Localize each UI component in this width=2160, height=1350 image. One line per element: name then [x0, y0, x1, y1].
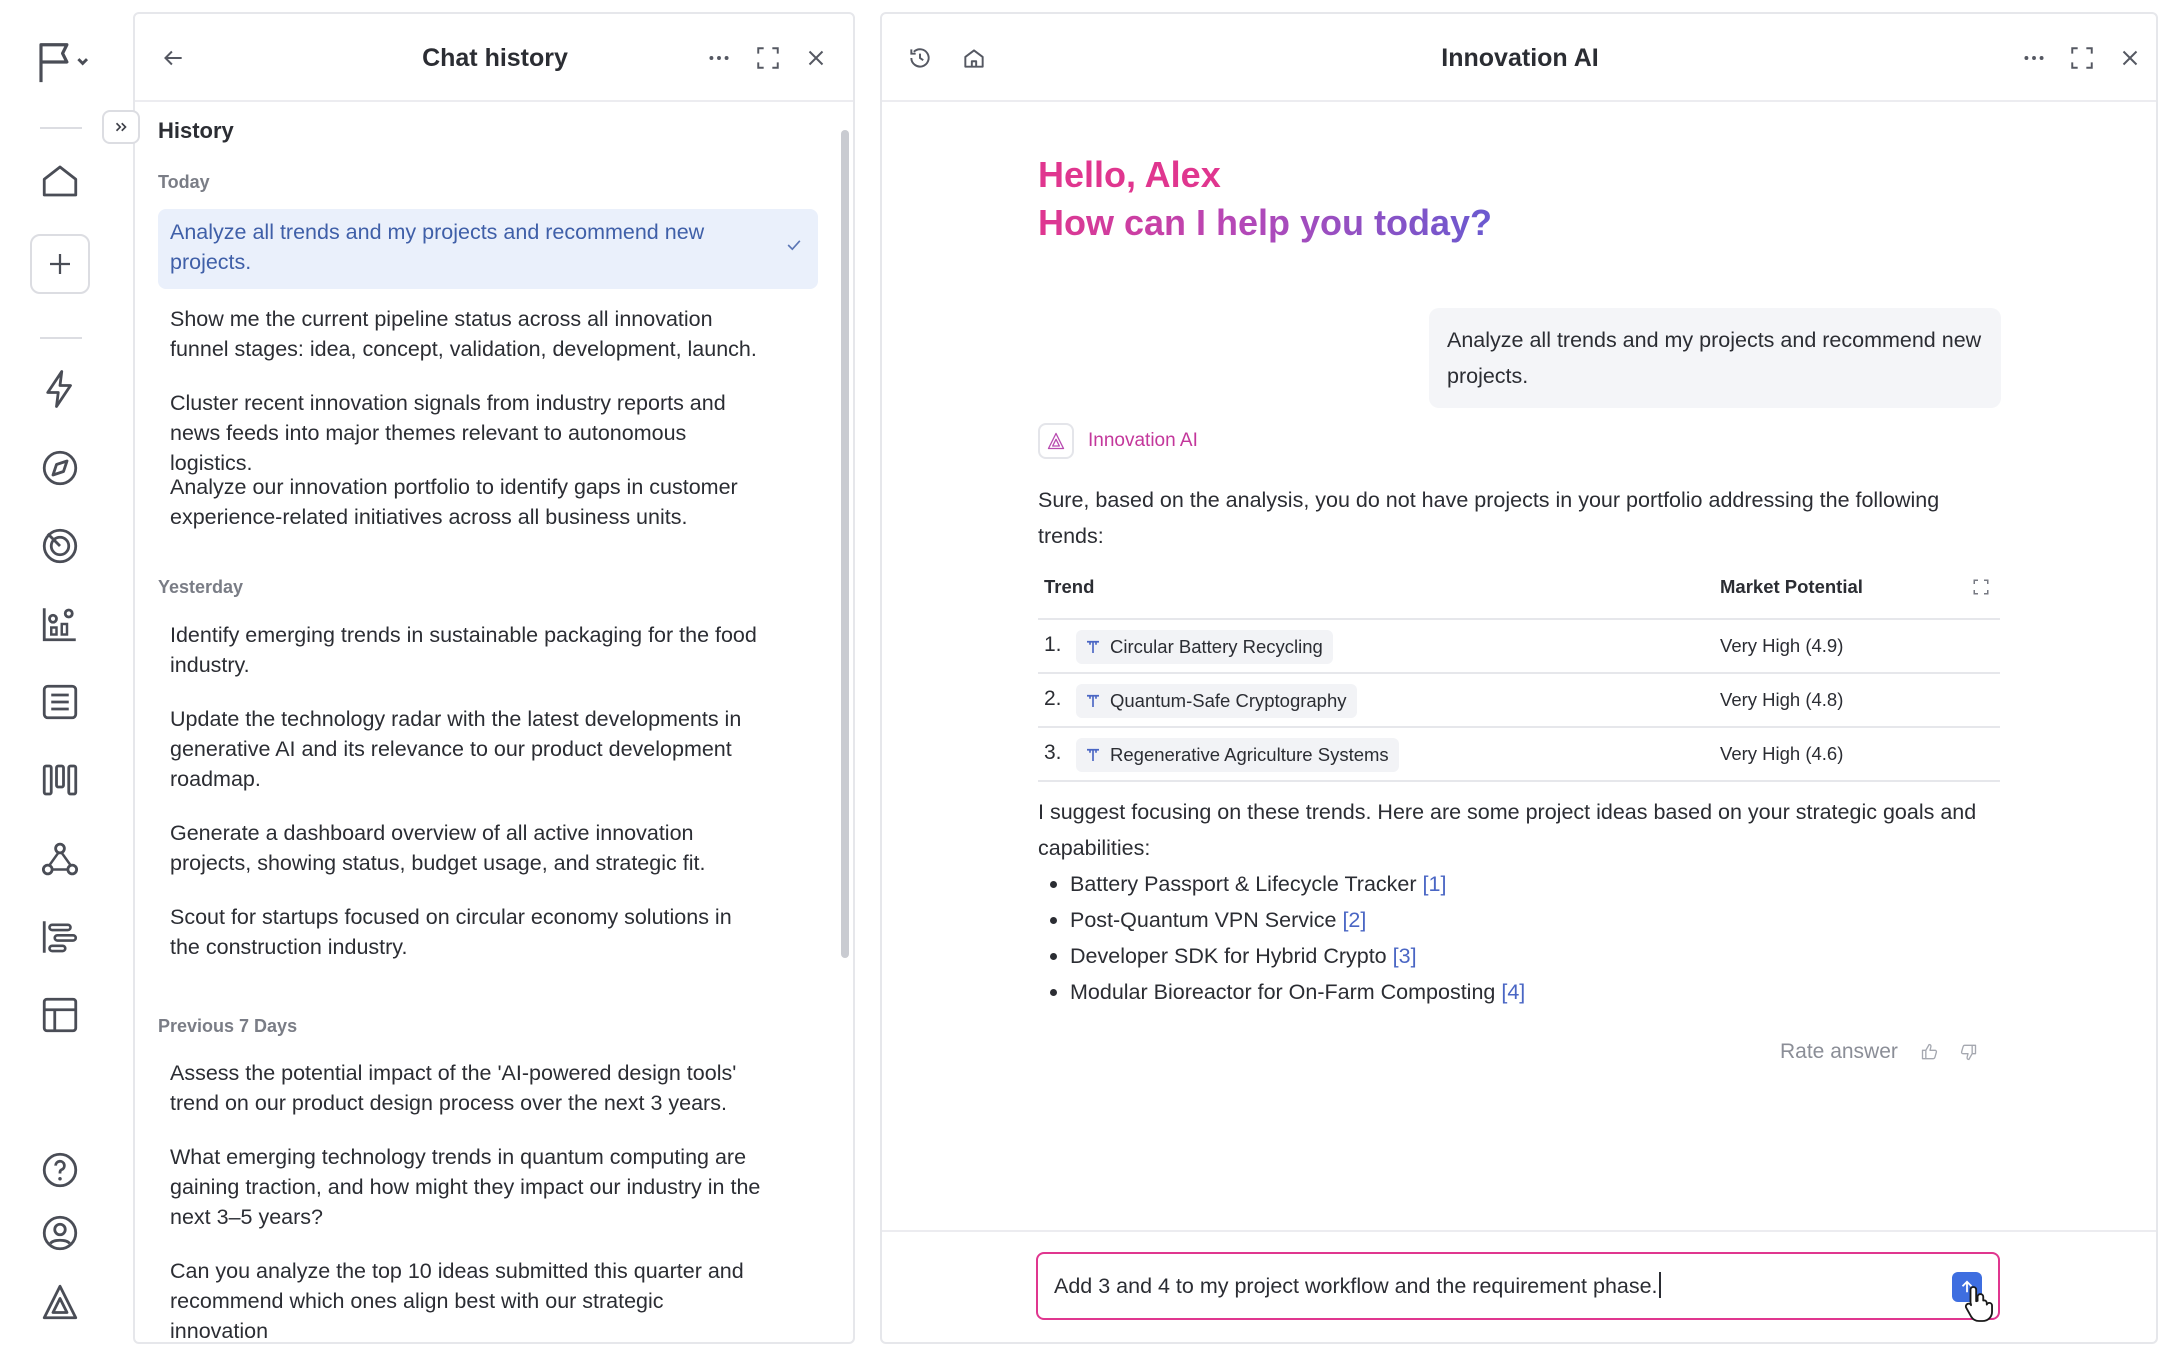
user-message-bubble: Analyze all trends and my projects and recommend new projects.	[1429, 308, 2001, 408]
explore-nav[interactable]	[28, 436, 92, 500]
history-button[interactable]	[898, 36, 942, 80]
trend-name: Quantum-Safe Cryptography	[1110, 690, 1347, 711]
arrow-left-icon	[160, 45, 186, 71]
response-suggestion: I suggest focusing on these trends. Here are some project ideas based on your strategic goals and capabilities:	[1038, 800, 1977, 860]
table-row	[1038, 674, 2000, 728]
help-icon	[39, 1149, 81, 1191]
network-icon	[39, 838, 81, 880]
chat-history-panel	[133, 12, 855, 1344]
compass-icon	[39, 447, 81, 489]
flag-icon	[35, 39, 93, 85]
history-section-title: History	[158, 118, 234, 143]
history-item[interactable]: Generate a dashboard overview of all active innovation projects, showing status, budget usage, and strategic fit.	[170, 821, 706, 875]
idea-text: Modular Bioreactor for On-Farm Composting	[1070, 980, 1496, 1004]
ai-panel-header	[882, 14, 2156, 102]
assistant-logo-icon	[1038, 423, 1074, 459]
timeline-nav[interactable]	[28, 905, 92, 969]
columns-icon	[39, 759, 81, 801]
signals-nav[interactable]	[28, 357, 92, 421]
history-item[interactable]: Scout for startups focused on circular economy solutions in the construction industry.	[170, 905, 732, 959]
list-item	[1038, 938, 1525, 974]
trend-name: Circular Battery Recycling	[1110, 636, 1323, 657]
group-label-today: Today	[158, 172, 210, 192]
history-item[interactable]: Assess the potential impact of the 'AI-powered design tools' trend on our product design process over the next 3 years.	[170, 1061, 737, 1115]
idea-text: Battery Passport & Lifecycle Tracker	[1070, 872, 1417, 896]
group-label-previous-7-days: Previous 7 Days	[158, 1016, 298, 1036]
icon-rail	[0, 0, 120, 1350]
close-icon	[2117, 45, 2143, 71]
rate-answer-label: Rate answer	[1780, 1040, 1898, 1063]
idea-text: Post-Quantum VPN Service	[1070, 908, 1337, 932]
brand-logo	[28, 1270, 92, 1334]
history-item[interactable]: Show me the current pipeline status across all innovation funnel stages: idea, concept, validation, development, launch.	[170, 307, 757, 361]
home-icon	[961, 45, 987, 71]
history-item-text: Analyze all trends and my projects and recommend new projects.	[170, 220, 705, 274]
timeline-icon	[39, 916, 81, 958]
back-button[interactable]	[151, 36, 195, 80]
list-item	[1038, 902, 1525, 938]
expand-button[interactable]	[746, 36, 790, 80]
thumbs-down-icon[interactable]	[1958, 1042, 1978, 1062]
layout-icon	[39, 994, 81, 1036]
more-icon	[2021, 45, 2047, 71]
market-potential-value: Very High (4.8)	[1720, 689, 1844, 710]
group-label-yesterday: Yesterday	[158, 577, 244, 597]
analytics-nav[interactable]	[28, 592, 92, 656]
market-potential-value: Very High (4.6)	[1720, 743, 1844, 764]
history-item[interactable]: Identify emerging trends in sustainable packaging for the food industry.	[170, 623, 757, 677]
row-number: 1.	[1044, 633, 1062, 656]
close-button[interactable]	[794, 36, 838, 80]
reference-link[interactable]: [2]	[1342, 908, 1367, 932]
flag-menu-button[interactable]	[24, 30, 104, 94]
plus-icon	[45, 249, 75, 279]
project-ideas-list	[1038, 866, 1525, 1010]
message-input-text[interactable]: Add 3 and 4 to my project workflow and the requirement phase.	[1054, 1272, 1661, 1299]
column-header-trend: Trend	[1044, 576, 1095, 597]
assistant-tag	[1038, 423, 1198, 459]
idea-text: Developer SDK for Hybrid Crypto	[1070, 944, 1387, 968]
list-icon	[39, 681, 81, 723]
chart-icon	[39, 603, 81, 645]
expand-icon	[755, 45, 781, 71]
history-scrollbar[interactable]	[841, 130, 849, 958]
table-row	[1038, 728, 2000, 782]
profile-nav[interactable]	[28, 1201, 92, 1265]
home-button[interactable]	[952, 36, 996, 80]
history-item[interactable]: Update the technology radar with the latest developments in generative AI and its relevance to our product development roadmap.	[170, 707, 742, 791]
row-number: 2.	[1044, 687, 1062, 710]
user-icon	[39, 1212, 81, 1254]
collapse-sidebar-button[interactable]	[102, 110, 140, 144]
list-item	[1038, 866, 1525, 902]
home-nav[interactable]	[28, 149, 92, 213]
history-item[interactable]: Cluster recent innovation signals from industry reports and news feeds into major themes relevant to autonomous logistics.	[170, 391, 726, 475]
innovation-ai-panel	[880, 12, 2158, 1344]
close-icon	[803, 45, 829, 71]
reference-link[interactable]: [1]	[1422, 872, 1447, 896]
thumbs-up-icon[interactable]	[1920, 1042, 1940, 1062]
trend-icon	[1084, 746, 1102, 764]
history-item[interactable]: Can you analyze the top 10 ideas submitted this quarter and recommend which ones align best with our strategic innovation	[170, 1259, 744, 1343]
history-clock-icon	[907, 45, 933, 71]
assistant-name: Innovation AI	[1088, 430, 1198, 451]
column-header-market-potential: Market Potential	[1720, 576, 1863, 597]
add-button[interactable]	[30, 234, 90, 294]
home-icon	[39, 160, 81, 202]
trend-icon	[1084, 692, 1102, 710]
table-expand-button[interactable]	[1972, 578, 1990, 596]
greeting-name: Hello, Alex	[1038, 154, 1221, 195]
close-button[interactable]	[2108, 36, 2152, 80]
list-item	[1038, 974, 1525, 1010]
lightning-icon	[39, 368, 81, 410]
help-nav[interactable]	[28, 1138, 92, 1202]
table-row	[1038, 620, 2000, 674]
message-input[interactable]	[1036, 1252, 2000, 1320]
market-potential-value: Very High (4.9)	[1720, 635, 1844, 656]
chat-history-header	[135, 14, 853, 102]
layout-nav[interactable]	[28, 983, 92, 1047]
more-icon	[706, 45, 732, 71]
trend-icon	[1084, 638, 1102, 656]
trend-chip[interactable]	[1076, 630, 1333, 664]
response-intro: Sure, based on the analysis, you do not have projects in your portfolio addressing the following trends:	[1038, 488, 1940, 548]
radar-nav[interactable]	[28, 514, 92, 578]
double-chevron-right-icon	[112, 118, 130, 136]
ai-panel-title: Innovation AI	[1441, 44, 1599, 72]
more-button[interactable]	[2012, 36, 2056, 80]
trends-table	[1038, 566, 2000, 782]
greeting-question: How can I help you today?	[1038, 202, 1493, 243]
trend-name: Regenerative Agriculture Systems	[1110, 744, 1389, 765]
history-item[interactable]: What emerging technology trends in quantum computing are gaining traction, and how might they impact our industry in the next 3–5 years?	[170, 1145, 761, 1229]
reference-link[interactable]: [4]	[1501, 980, 1526, 1004]
table-header	[1038, 566, 2000, 620]
expand-icon	[1972, 578, 1990, 596]
chat-history-title: Chat history	[422, 44, 568, 72]
row-number: 3.	[1044, 741, 1062, 764]
expand-icon	[2069, 45, 2095, 71]
reference-link[interactable]: [3]	[1392, 944, 1417, 968]
expand-button[interactable]	[2060, 36, 2104, 80]
radar-icon	[39, 525, 81, 567]
list-nav[interactable]	[28, 670, 92, 734]
hand-cursor-icon	[1962, 1284, 1996, 1324]
check-icon	[784, 235, 804, 255]
logo-icon	[39, 1281, 81, 1323]
history-item-active[interactable]	[158, 209, 818, 289]
rate-answer	[1780, 1040, 1978, 1064]
more-button[interactable]	[697, 36, 741, 80]
trend-chip[interactable]	[1076, 684, 1357, 718]
board-nav[interactable]	[28, 748, 92, 812]
trend-chip[interactable]	[1076, 738, 1399, 772]
history-item[interactable]: Analyze our innovation portfolio to identify gaps in customer experience-related initiatives across all business units.	[170, 475, 738, 529]
network-nav[interactable]	[28, 827, 92, 891]
